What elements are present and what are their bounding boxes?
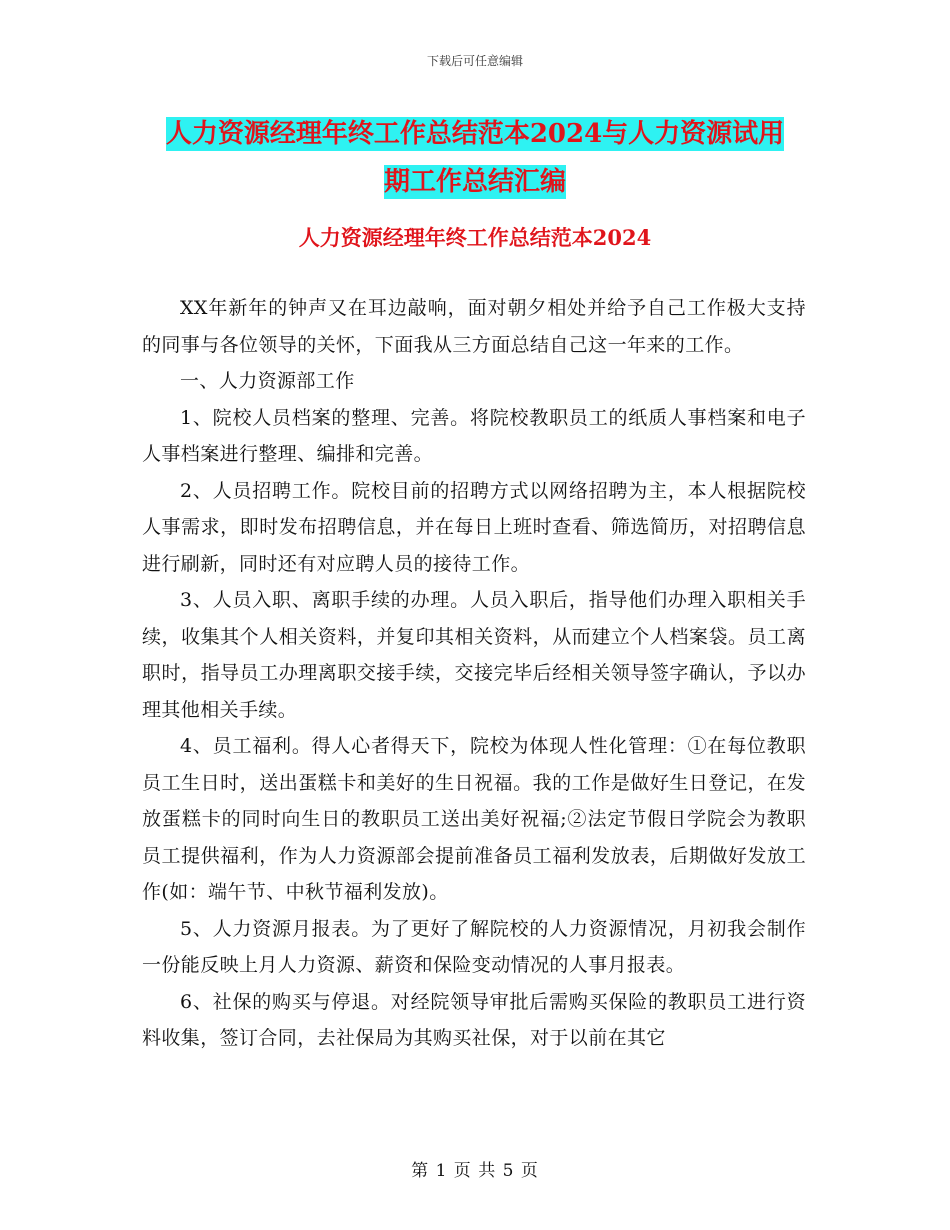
paragraph-heading-hr-work: 一、人力资源部工作 xyxy=(180,370,355,392)
header-note: 下载后可任意编辑 xyxy=(426,54,523,68)
document-body xyxy=(142,290,806,1057)
document-title-line-2: 期工作总结汇编 xyxy=(383,167,566,197)
paragraph-item-2: 2、人员招聘工作。院校目前的招聘方式以网络招聘为主，本人根据院校人事需求，即时发布招聘信息，并在每日上班时查看、筛选简历，对招聘信息进行刷新，同时还有对应聘人员的接待工作。 xyxy=(142,479,806,575)
paragraph-item-3: 3、人员入职、离职手续的办理。人员入职后，指导他们办理入职相关手续，收集其个人相关资料，并复印其相关资料，从而建立个人档案袋。员工离职时，指导员工办理离职交接手续，交接完毕后经相关领导签字确认，予以办理其他相关手续。 xyxy=(142,589,806,721)
paragraph-item-6: 6、社保的购买与停退。对经院领导审批后需购买保险的教职员工进行资料收集，签订合同，去社保局为其购买社保，对于以前在其它 xyxy=(142,990,806,1049)
paragraph-item-4: 4、员工福利。得人心者得天下，院校为体现人性化管理：①在每位教职员工生日时，送出蛋糕卡和美好的生日祝福。我的工作是做好生日登记，在发放蛋糕卡的同时向生日的教职员工送出美好祝福;②法定节假日学院会为教职员工提供福利，作为人力资源部会提前准备员工福利发放表，后期做好发放工作(如：端午节、中秋节福利发放)。 xyxy=(142,735,806,903)
document-title-line-1: 人力资源经理年终工作总结范本2024与人力资源试用 xyxy=(165,119,785,149)
section-title: 人力资源经理年终工作总结范本2024 xyxy=(298,225,652,250)
page-number: 第 1 页 共 5 页 xyxy=(411,1161,539,1181)
paragraph-intro: XX年新年的钟声又在耳边敲响，面对朝夕相处并给予自己工作极大支持的同事与各位领导的关怀，下面我从三方面总结自己这一年来的工作。 xyxy=(142,297,806,356)
paragraph-item-5: 5、人力资源月报表。为了更好了解院校的人力资源情况，月初我会制作一份能反映上月人力资源、薪资和保险变动情况的人事月报表。 xyxy=(142,917,806,976)
document-title xyxy=(140,110,810,206)
paragraph-item-1: 1、院校人员档案的整理、完善。将院校教职员工的纸质人事档案和电子人事档案进行整理、编排和完善。 xyxy=(142,406,806,465)
